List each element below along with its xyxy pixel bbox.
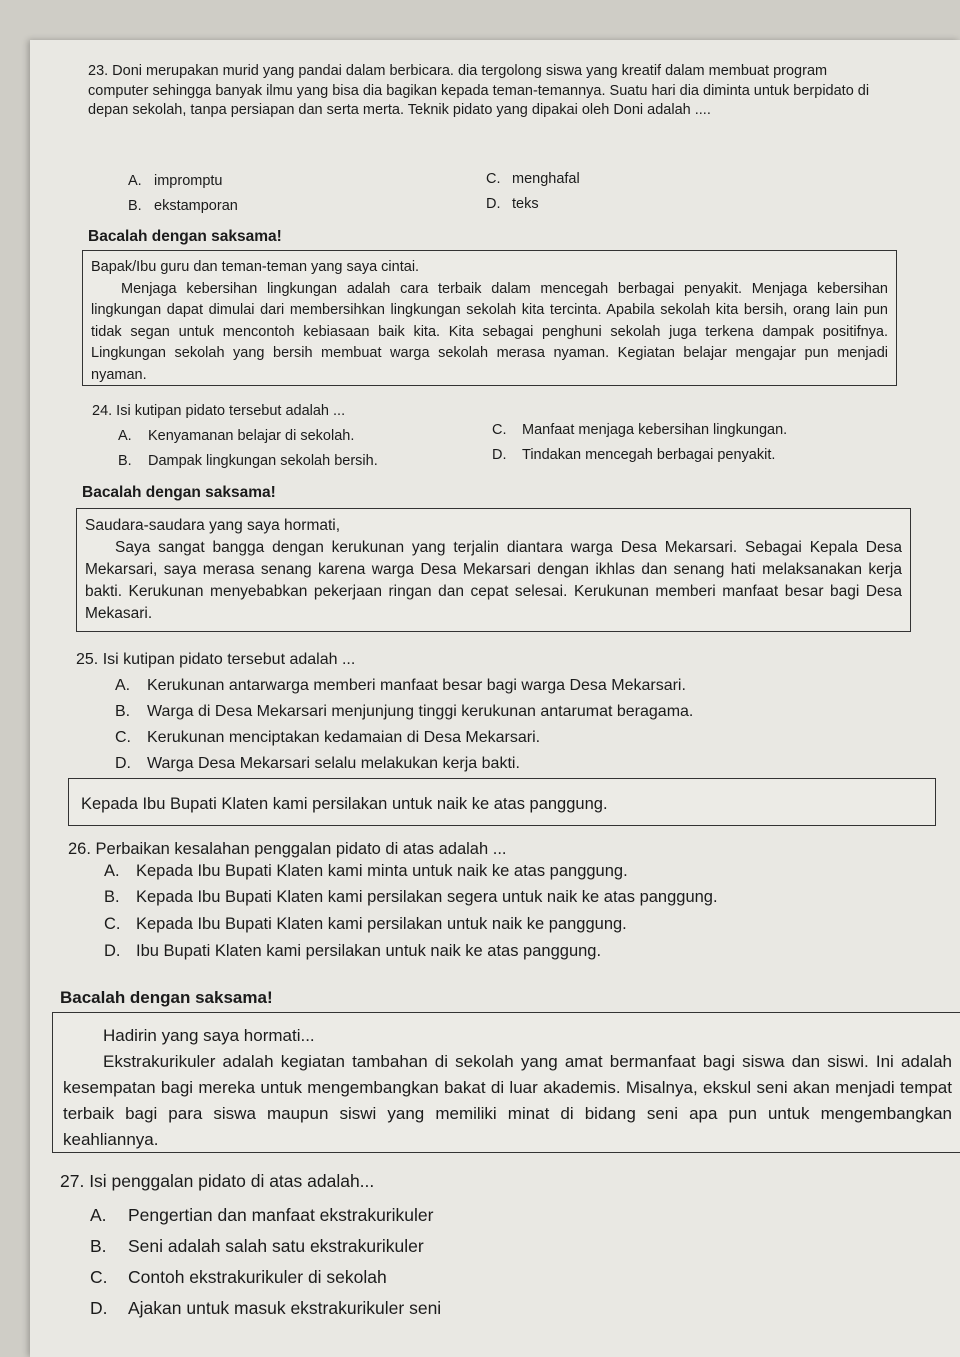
- q25-option-d[interactable]: D. Warga Desa Mekarsari selalu melakukan kerja bakti.: [115, 755, 520, 772]
- section3-speech-box: [68, 778, 936, 826]
- section4-paragraph: Ekstrakurikuler adalah kegiatan tambahan di sekolah yang amat bermanfaat bagi siswa dan siswi. Ini adalah kesempatan bagi mereka untuk mengembangkan bakat di luar akademis. Misalnya, ekskul seni akan menjadi tempat terbaik bagi para siswa maupun siswi yang memiliki minat di bidang seni apa pun untuk mengembangkan keahliannya.: [63, 1052, 952, 1149]
- q25-option-a[interactable]: A. Kerukunan antarwarga memberi manfaat besar bagi warga Desa Mekarsari.: [115, 677, 686, 694]
- section2-paragraph: Saya sangat bangga dengan kerukunan yang terjalin diantara warga Desa Mekarsari. Sebagai Kepala Desa Mekarsari, saya merasa senang karena warga Desa Mekarsari dengan ikhlas dan senang hati melaksanakan kerja bakti. Kerukunan menyebabkan pekerjaan ringan dan cepat selesai. Kerukunan memberi manfaat besar bagi Desa Mekasari.: [85, 539, 902, 622]
- q23-option-d[interactable]: D. teks: [486, 196, 539, 212]
- section2-speech-box: [76, 508, 911, 632]
- q23-option-a[interactable]: A. impromptu: [128, 173, 223, 189]
- q26-option-b[interactable]: B. Kepada Ibu Bupati Klaten kami persilakan segera untuk naik ke atas panggung.: [104, 888, 718, 906]
- section4-speech-box: [52, 1012, 960, 1153]
- q26-stem: 26. Perbaikan kesalahan penggalan pidato di atas adalah ...: [68, 840, 507, 858]
- q26-option-c[interactable]: C. Kepada Ibu Bupati Klaten kami persilakan untuk naik ke panggung.: [104, 915, 627, 933]
- q24-option-a[interactable]: A. Kenyamanan belajar di sekolah.: [118, 428, 355, 444]
- section4-heading: Bacalah dengan saksama!: [60, 988, 273, 1007]
- q24-option-d[interactable]: D. Tindakan mencegah berbagai penyakit.: [492, 447, 776, 463]
- q27-option-a[interactable]: A. Pengertian dan manfaat ekstrakurikuler: [90, 1205, 434, 1225]
- q24-option-b[interactable]: B. Dampak lingkungan sekolah bersih.: [118, 453, 378, 469]
- q23-option-c[interactable]: C. menghafal: [486, 171, 580, 187]
- q26-option-d[interactable]: D. Ibu Bupati Klaten kami persilakan untuk naik ke atas panggung.: [104, 942, 602, 960]
- section2-heading: Bacalah dengan saksama!: [82, 484, 276, 501]
- section1-heading: Bacalah dengan saksama!: [88, 228, 282, 245]
- q25-stem: 25. Isi kutipan pidato tersebut adalah ...: [76, 651, 356, 668]
- q23-option-b[interactable]: B. ekstamporan: [128, 198, 238, 214]
- q26-option-a[interactable]: A. Kepada Ibu Bupati Klaten kami minta untuk naik ke atas panggung.: [104, 862, 628, 880]
- q27-option-b[interactable]: B. Seni adalah salah satu ekstrakurikuler: [90, 1236, 424, 1256]
- section2-greeting: Saudara-saudara yang saya hormati,: [85, 517, 341, 534]
- section1-speech-box: [82, 250, 897, 386]
- section1-greeting: Bapak/Ibu guru dan teman-teman yang saya cintai.: [91, 259, 420, 275]
- q25-option-c[interactable]: C. Kerukunan menciptakan kedamaian di Desa Mekarsari.: [115, 729, 541, 746]
- q27-stem: 27. Isi penggalan pidato di atas adalah...: [60, 1171, 375, 1191]
- q24-stem: 24. Isi kutipan pidato tersebut adalah ...: [92, 403, 346, 419]
- section1-paragraph: Menjaga kebersihan lingkungan adalah cara terbaik dalam mencegah berbagai penyakit. Menjaga kebersihan lingkungan dapat dimulai dari membersihkan lingkungan sekolah kita tercinta. Apabila sekolah kita bersih, orang lain pun tidak segan untuk mencontoh kebiasaan baik kita. Kita sebagai penghuni sekolah juga terkena dampak positifnya. Lingkungan sekolah yang bersih membuat warga sekolah merasa nyaman. Kegiatan belajar mengajar pun menjadi nyaman.: [91, 280, 888, 383]
- section3-text: Kepada Ibu Bupati Klaten kami persilakan untuk naik ke atas panggung.: [81, 795, 608, 813]
- q27-option-c[interactable]: C. Contoh ekstrakurikuler di sekolah: [90, 1267, 387, 1287]
- section4-greeting: Hadirin yang saya hormati...: [103, 1026, 315, 1045]
- q27-option-d[interactable]: D. Ajakan untuk masuk ekstrakurikuler seni: [90, 1298, 442, 1318]
- q24-option-c[interactable]: C. Manfaat menjaga kebersihan lingkungan.: [492, 422, 788, 438]
- q25-option-b[interactable]: B. Warga di Desa Mekarsari menjunjung tinggi kerukunan antarumat beragama.: [115, 703, 694, 720]
- q23-stem: 23. Doni merupakan murid yang pandai dalam berbicara. dia tergolong siswa yang kreatif dalam membuat program computer sehingga banyak ilmu yang bisa dia bagikan kepada teman-temannya. Suatu hari dia diminta untuk berpidato di depan sekolah, tanpa persiapan dan serta merta. Teknik pidato yang dipakai oleh Doni adalah ....: [88, 63, 870, 118]
